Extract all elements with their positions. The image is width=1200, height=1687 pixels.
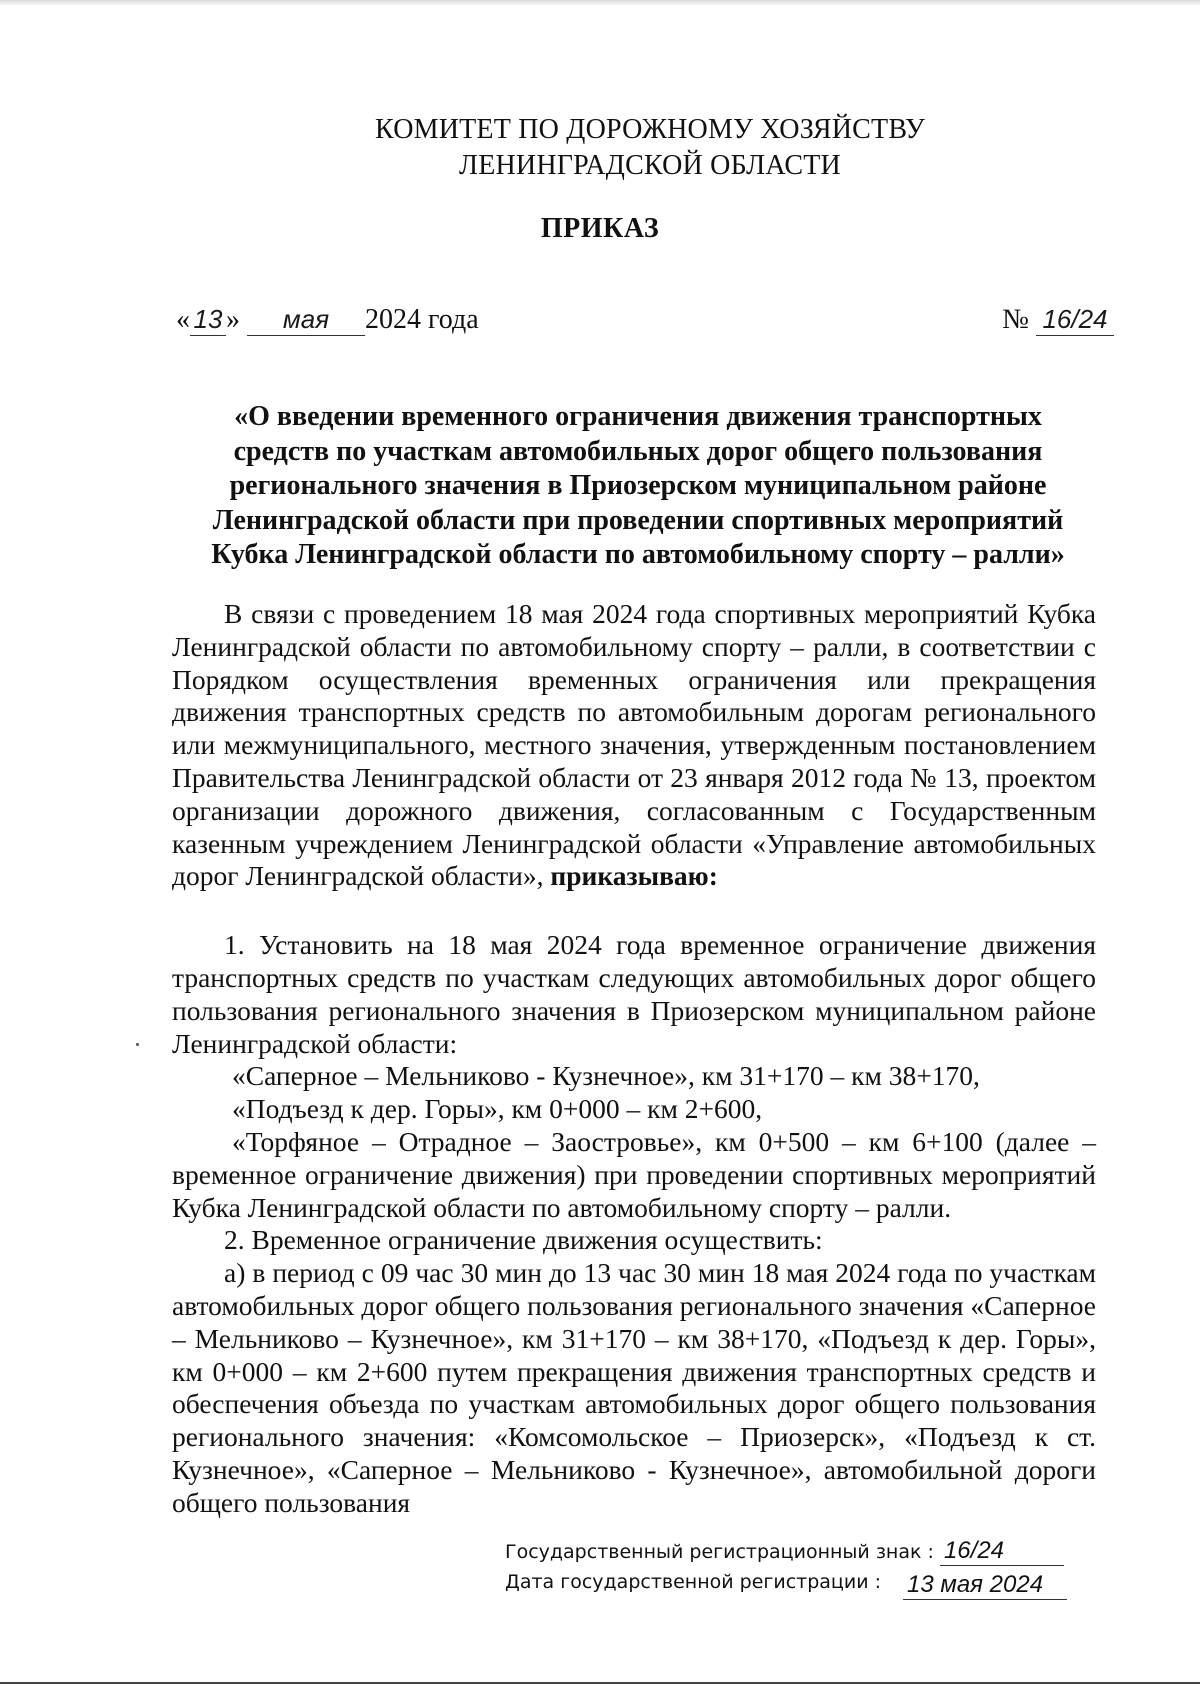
registration-date-value: 13 мая 2024: [903, 1571, 1067, 1600]
date-year: 2024 года: [365, 304, 479, 335]
order-body: [172, 598, 1096, 1520]
preamble-text: В связи с проведением 18 мая 2024 года спортивных мероприятий Кубка Ленинградской области по автомобильному спорту – ралли, в соответствии с Порядком осуществления временных ограничения или прекращения движения транспортных средств по автомобильным дорогам регионального или межмуниципального, местного значения, утвержденным постановлением Правительства Ленинградской области от 23 января 2012 года № 13, проектом организации дорожного движения, согласованным с Государственным казенным учреждением Ленинградской области «Управление автомобильных дорог Ленинградской области»,: [172, 598, 1096, 892]
date-month-handwritten: мая: [247, 304, 365, 336]
scan-edge: [0, 0, 1200, 6]
document-number: [1002, 304, 1114, 336]
registration-sign-value: 16/24: [940, 1537, 1064, 1566]
clause-2a: а) в период с 09 час 30 мин до 13 час 30 мин 18 мая 2024 года по участкам автомобильных дорог общего пользования регионального значения «Саперное – Мельниково – Кузнечное», км 31+170 – км 38+170, «Подъезд к дер. Горы», км 0+000 – км 2+600 путем прекращения движения транспортных средств и обеспечения объезда по участкам автомобильных дорог общего пользования регионального значения: «Комсомольское – Приозерск», «Подъезд к ст. Кузнечное», «Саперное – Мельниково - Кузнечное», автомобильной дороги общего пользования: [172, 1257, 1096, 1518]
number-prefix: №: [1002, 304, 1029, 335]
clause-2: 2. Временное ограничение движения осуществить:: [224, 1224, 823, 1256]
road-3: «Торфяное – Отрадное – Заостровье», км 0+500 – км 6+100 (далее – временное ограничение движения) при проведении спортивных мероприятий Кубка Ленинградской области по автомобильному спорту – ралли.: [172, 1125, 1096, 1223]
date-close-quote: »: [226, 304, 240, 335]
issuer-line-1: КОМИТЕТ ПО ДОРОЖНОМУ ХОЗЯЙСТВУ: [375, 114, 925, 145]
registration-date-label: Дата государственной регистрации :: [505, 1571, 882, 1593]
date-day-handwritten: 13: [190, 304, 226, 336]
issuer-header: [320, 112, 980, 184]
number-handwritten: 16/24: [1036, 304, 1114, 336]
date-number-line: [176, 304, 1114, 344]
registration-stamp: [505, 1537, 1065, 1605]
order-subject: «О введении временного ограничения движения транспортных средств по участкам автомобильных дорог общего пользования регионального значения в Приозерском муниципальном районе Ленинградской области при проведении спортивных мероприятий Кубка Ленинградской области по автомобильному спорту – ралли»: [211, 401, 1065, 571]
road-2: «Подъезд к дер. Горы», км 0+000 – км 2+600,: [232, 1093, 763, 1125]
registration-sign-row: [505, 1537, 1065, 1571]
registration-sign-label: Государственный регистрационный знак :: [505, 1541, 934, 1563]
clause-1: 1. Установить на 18 мая 2024 года временное ограничение движения транспортных средств по участкам следующих автомобильных дорог общего пользования регионального значения в Приозерском муниципальном районе Ленинградской области:: [172, 929, 1096, 1059]
issuer-line-2: ЛЕНИНГРАДСКОЙ ОБЛАСТИ: [459, 150, 841, 181]
order-word: приказываю:: [550, 860, 718, 892]
registration-date-row: [505, 1571, 1065, 1605]
road-1: «Саперное – Мельниково - Кузнечное», км 31+170 – км 38+170,: [232, 1060, 980, 1092]
scan-speck: [136, 1043, 139, 1046]
date-open-quote: «: [176, 304, 190, 335]
document-date: [176, 304, 479, 336]
document-type: ПРИКАЗ: [540, 213, 660, 244]
scan-bottom-edge: [0, 1682, 1200, 1684]
preamble-paragraph: [172, 598, 1096, 893]
